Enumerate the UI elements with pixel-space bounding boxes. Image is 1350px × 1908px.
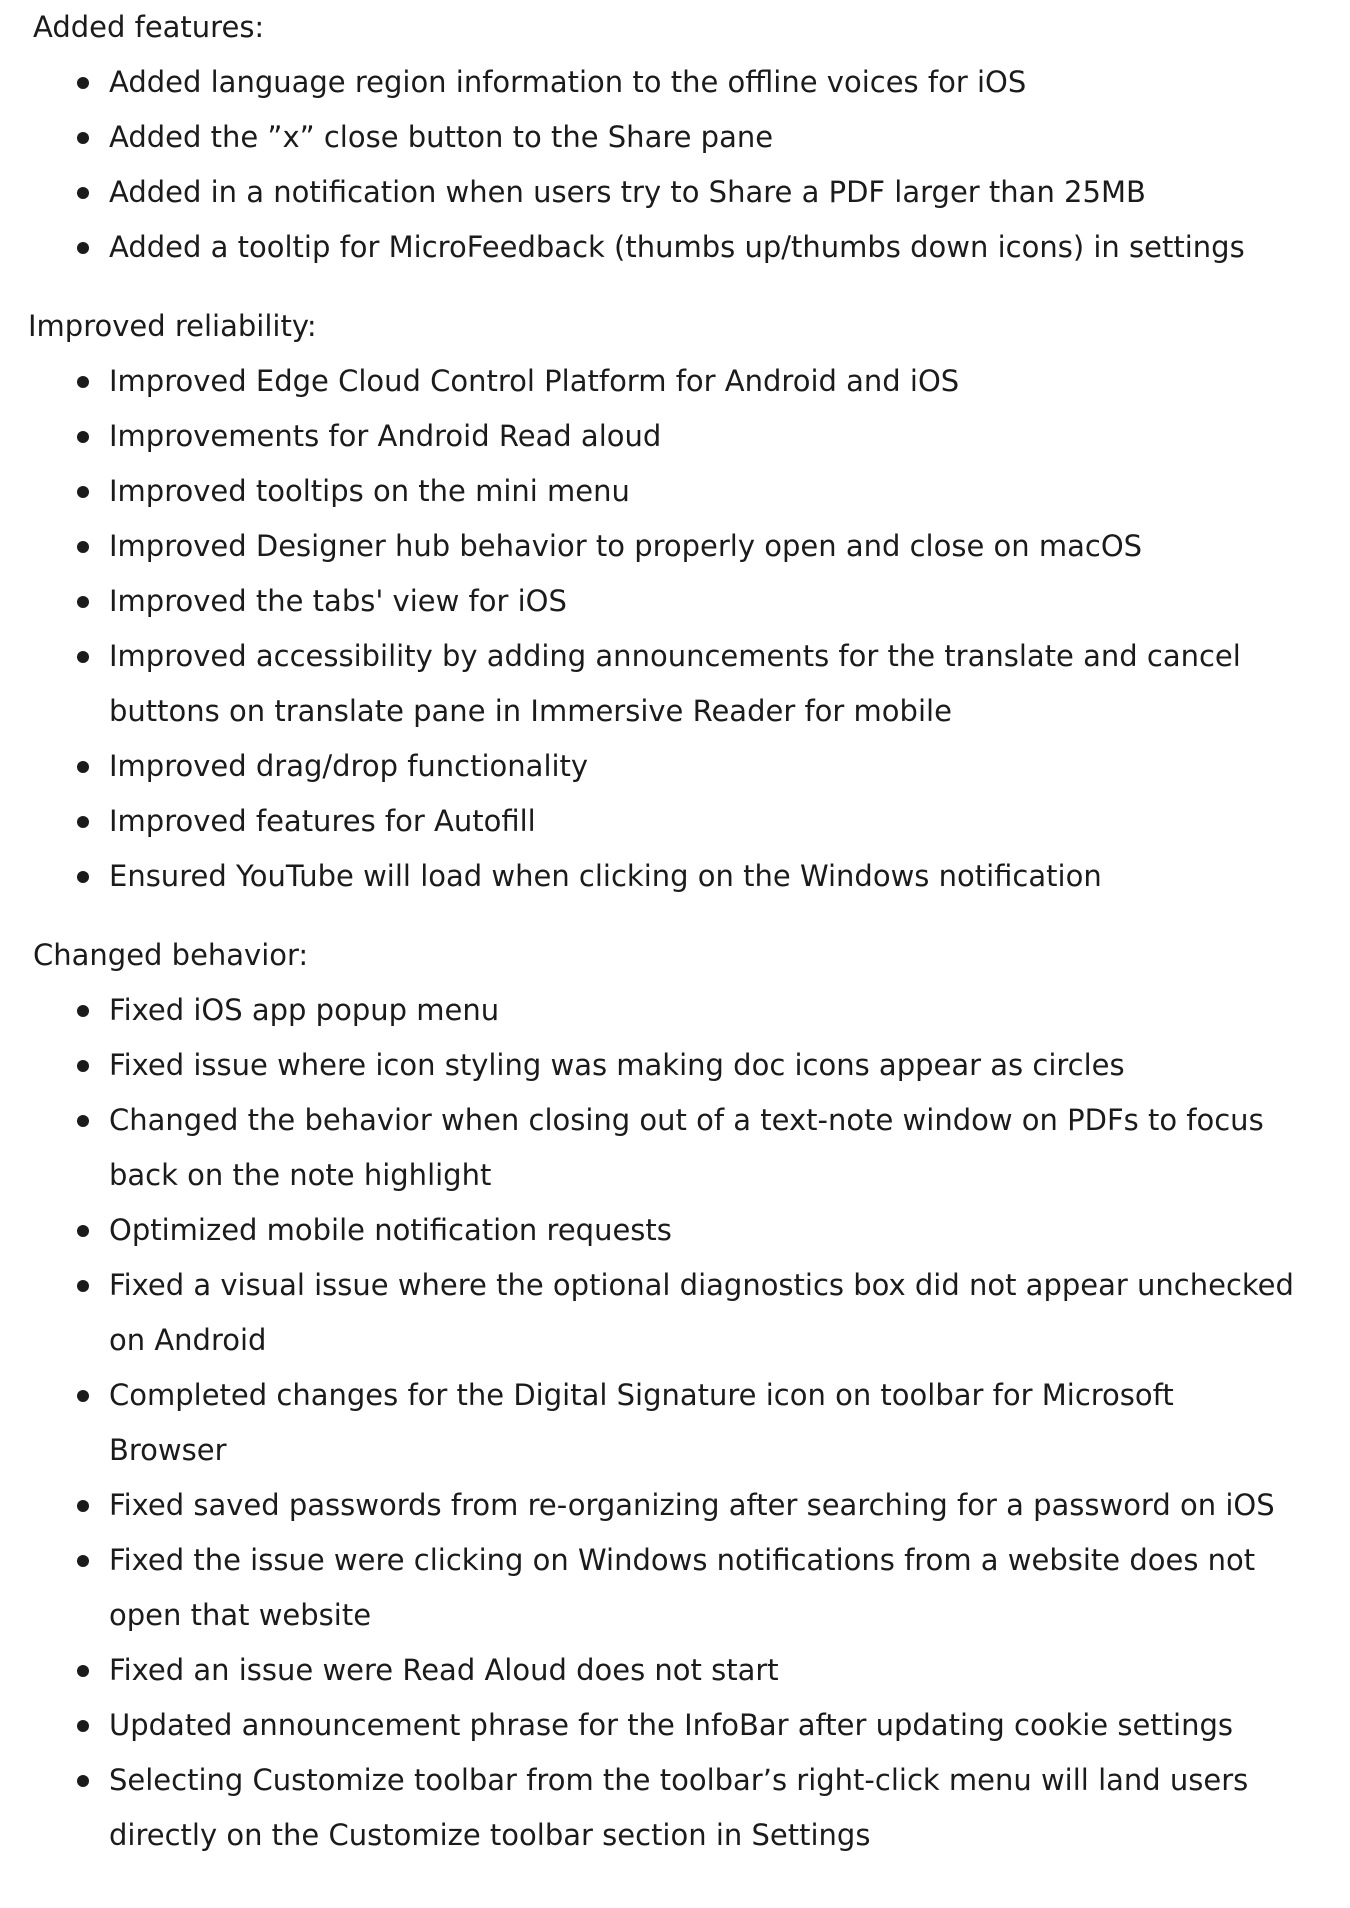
list-item-text: Browser bbox=[109, 1433, 227, 1467]
bullet-icon bbox=[77, 1665, 89, 1677]
list-item-text: Selecting Customize toolbar from the toolbar’s right-click menu will land users bbox=[109, 1763, 1249, 1797]
list-item-text: Fixed an issue were Read Aloud does not start bbox=[109, 1653, 779, 1687]
list-item bbox=[0, 354, 1350, 409]
list-item-text: Ensured YouTube will load when clicking on the Windows notification bbox=[109, 859, 1102, 893]
section-heading: Changed behavior: bbox=[33, 938, 309, 972]
list-item bbox=[0, 165, 1350, 220]
bullet-icon bbox=[77, 1555, 89, 1567]
list-item bbox=[0, 1533, 1350, 1643]
reliability-list bbox=[0, 354, 1350, 904]
list-item-text: Optimized mobile notification requests bbox=[109, 1213, 672, 1247]
list-item-text: Updated announcement phrase for the InfoBar after updating cookie settings bbox=[109, 1708, 1233, 1742]
list-item bbox=[0, 1038, 1350, 1093]
bullet-icon bbox=[77, 1775, 89, 1787]
section-heading: Improved reliability: bbox=[28, 309, 317, 343]
bullet-icon bbox=[77, 541, 89, 553]
list-item bbox=[0, 849, 1350, 904]
list-item-text: Improved features for Autofill bbox=[109, 804, 536, 838]
list-item-text: directly on the Customize toolbar section in Settings bbox=[109, 1818, 871, 1852]
section-changed-behavior bbox=[0, 928, 1350, 1863]
bullet-icon bbox=[77, 1390, 89, 1402]
bullet-icon bbox=[77, 1005, 89, 1017]
bullet-icon bbox=[77, 816, 89, 828]
list-item-text: open that website bbox=[109, 1598, 372, 1632]
list-item-text: Added in a notification when users try to Share a PDF larger than 25MB bbox=[109, 175, 1146, 209]
section-added-features bbox=[0, 0, 1350, 275]
list-item-text: Improved tooltips on the mini menu bbox=[109, 474, 630, 508]
list-item bbox=[0, 519, 1350, 574]
feature-list bbox=[0, 55, 1350, 275]
list-item bbox=[0, 110, 1350, 165]
section-improved-reliability bbox=[0, 299, 1350, 904]
bullet-icon bbox=[77, 651, 89, 663]
section-heading: Added features: bbox=[33, 10, 265, 44]
list-item-text: Fixed saved passwords from re-organizing after searching for a password on iOS bbox=[109, 1488, 1275, 1522]
list-item-text: Improvements for Android Read aloud bbox=[109, 419, 662, 453]
bullet-icon bbox=[77, 242, 89, 254]
behavior-list bbox=[0, 983, 1350, 1863]
list-item-text: Fixed a visual issue where the optional diagnostics box did not appear unchecked bbox=[109, 1268, 1294, 1302]
bullet-icon bbox=[77, 1720, 89, 1732]
list-item-text: Fixed the issue were clicking on Windows notifications from a website does not bbox=[109, 1543, 1256, 1577]
list-item-text: Completed changes for the Digital Signature icon on toolbar for Microsoft bbox=[109, 1378, 1174, 1412]
list-item-text: Improved the tabs' view for iOS bbox=[109, 584, 567, 618]
list-item-text: buttons on translate pane in Immersive Reader for mobile bbox=[109, 694, 952, 728]
list-item-text: Improved accessibility by adding announcements for the translate and cancel bbox=[109, 639, 1241, 673]
bullet-icon bbox=[77, 871, 89, 883]
list-item bbox=[0, 1368, 1350, 1478]
list-item-text: Improved Edge Cloud Control Platform for Android and iOS bbox=[109, 364, 960, 398]
list-item bbox=[0, 220, 1350, 275]
list-item bbox=[0, 739, 1350, 794]
bullet-icon bbox=[77, 1280, 89, 1292]
list-item-text: Changed the behavior when closing out of a text-note window on PDFs to focus bbox=[109, 1103, 1264, 1137]
list-item-text: Fixed iOS app popup menu bbox=[109, 993, 500, 1027]
bullet-icon bbox=[77, 1500, 89, 1512]
list-item bbox=[0, 1203, 1350, 1258]
bullet-icon bbox=[77, 376, 89, 388]
bullet-icon bbox=[77, 596, 89, 608]
list-item-text: on Android bbox=[109, 1323, 267, 1357]
list-item-text: Fixed issue where icon styling was making doc icons appear as circles bbox=[109, 1048, 1125, 1082]
list-item-text: Added language region information to the offline voices for iOS bbox=[109, 65, 1027, 99]
list-item bbox=[0, 409, 1350, 464]
list-item bbox=[0, 1753, 1350, 1863]
list-item bbox=[0, 629, 1350, 739]
list-item bbox=[0, 55, 1350, 110]
bullet-icon bbox=[77, 486, 89, 498]
list-item bbox=[0, 464, 1350, 519]
bullet-icon bbox=[77, 132, 89, 144]
bullet-icon bbox=[77, 1225, 89, 1237]
list-item bbox=[0, 794, 1350, 849]
bullet-icon bbox=[77, 187, 89, 199]
list-item bbox=[0, 1258, 1350, 1368]
list-item bbox=[0, 1478, 1350, 1533]
list-item-text: Added a tooltip for MicroFeedback (thumbs up/thumbs down icons) in settings bbox=[109, 230, 1245, 264]
list-item-text: Improved Designer hub behavior to properly open and close on macOS bbox=[109, 529, 1143, 563]
section-gap bbox=[0, 904, 1350, 928]
list-item bbox=[0, 574, 1350, 629]
bullet-icon bbox=[77, 1115, 89, 1127]
bullet-icon bbox=[77, 431, 89, 443]
bullet-icon bbox=[77, 1060, 89, 1072]
bullet-icon bbox=[77, 761, 89, 773]
list-item-text: Added the ”x” close button to the Share pane bbox=[109, 120, 774, 154]
list-item-text: back on the note highlight bbox=[109, 1158, 492, 1192]
bullet-icon bbox=[77, 77, 89, 89]
list-item-text: Improved drag/drop functionality bbox=[109, 749, 589, 783]
list-item bbox=[0, 1698, 1350, 1753]
section-gap bbox=[0, 275, 1350, 299]
list-item bbox=[0, 1643, 1350, 1698]
list-item bbox=[0, 983, 1350, 1038]
list-item bbox=[0, 1093, 1350, 1203]
